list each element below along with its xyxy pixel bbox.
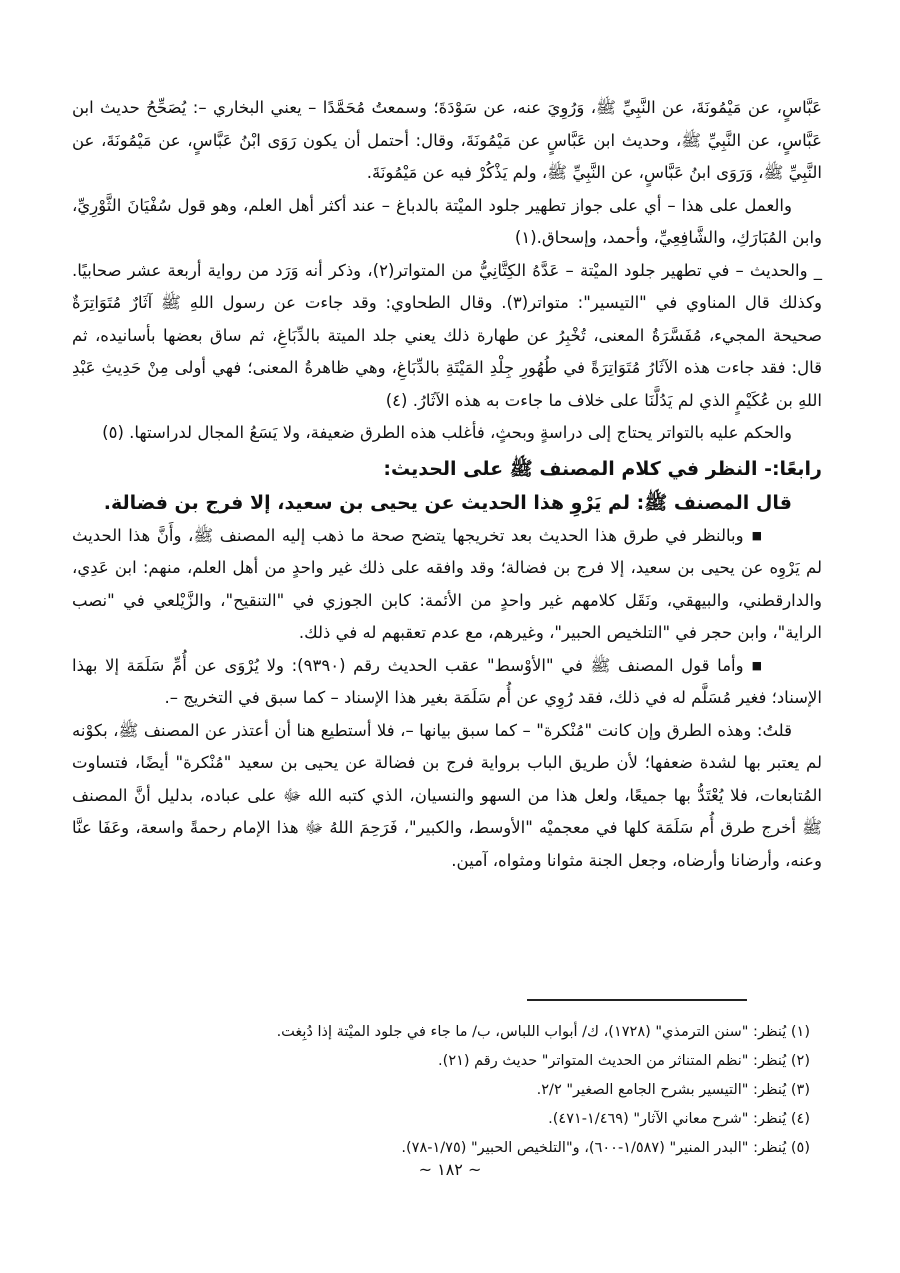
bullet-icon: ■ <box>751 658 762 672</box>
footnotes <box>100 1018 810 1163</box>
paragraph-4: والحكم عليه بالتواتر يحتاج إلى دراسةٍ وبحثٍ، فأغلب هذه الطرق ضعيفة، ولا يَسَعُ المجال لدراستها. (٥) <box>102 423 792 442</box>
page-number: ~ ١٨٢ ~ <box>418 1160 482 1179</box>
paragraph-2: والعمل على هذا – أي على جواز تطهير جلود الميْتة بالدباغ – عند أكثر أهل العلم، وهو قول سُفْيَانَ الثَّوْرِيِّ، وابن المُبَارَكِ، والشَّافِعِيِّ، وأحمد، وإسحاق.(١) <box>72 195 822 247</box>
section-title: رابعًا:- النظر في كلام المصنف ﷺ على الحديث: <box>383 457 822 480</box>
author-quote: قال المصنف ﷺ: لم يَرْوِ هذا الحديث عن يحيى بن سعيد، إلا فرج بن فضالة. <box>103 491 792 514</box>
paragraph-6 <box>72 650 822 715</box>
paragraph-1: عَبَّاسٍ، عن مَيْمُونَةَ، عن النَّبِيِّ ﷺ، وَرُوِيَ عنه، عن سَوْدَةَ؛ وسمعتُ مُحَمَّدًا – يعني البخاري –: يُصَحِّحُ حديث ابن عَبَّاسٍ، عن النَّبِيِّ ﷺ، وحديث ابن عَبَّاسٍ عن مَيْمُونَةَ، وقال: أحتمل أن يكون رَوَى ابْنُ عَبَّاسٍ، عن مَيْمُونَةَ، عن النَّبِيِّ ﷺ، وَرَوَى ابنُ عَبَّاسٍ، عن النَّبِيِّ ﷺ، ولم يَذْكُرْ فيه عن مَيْمُونَةَ. <box>72 98 822 182</box>
bullet-icon: ■ <box>751 528 762 542</box>
paragraph-3: _ والحديث – في تطهير جلود الميْتة – عَدَّهُ الكِتَّانِيُّ من المتواتر(٢)، وذكر أنه وَرَد من رواية أربعة عشر صحابيًا. وكذلك قال المناوي في "التيسير": متواتر(٣). وقال الطحاوي: وقد جاءت عن رسول اللهِ ﷺ آثَارٌ مُتَوَاتِرَةٌ صحيحة المجيء، مُفَسَّرَةُ المعنى، تُخْبِرُ عن طهارة ذلك يعني جلد الميتة بالدِّبَاغِ، ثم ساق بعضها بأسانيده، ثم قال: فقد جاءت هذه الآثَارُ مُتَوَاتِرَةً في طُهُورِ جِلْدِ المَيْتَةِ بالدِّبَاغِ، وهي ظاهرةُ المعنى؛ فهي أولى مِنْ حَدِيثِ عَبْدِ اللهِ بن عُكَيْمٍ الذي لم يَدُلَّنَا على خلاف ما جاءت به هذه الآثَارُ. (٤) <box>72 260 823 410</box>
paragraph-5 <box>72 520 822 650</box>
footnote-3: (٣) يُنظر: "التيسير بشرح الجامع الصغير" ٢/٢. <box>536 1082 810 1098</box>
main-text <box>72 92 822 877</box>
paragraph-7: قلتُ: وهذه الطرق وإن كانت "مُنْكرة" – كما سبق بيانها –، فلا أستطيع هنا أن أعتذر عن المصنف ﷺ، بكوْنه لم يعتبر بها لشدة ضعفها؛ لأن طريق الباب برواية فرج بن فضالة عن يحيى بن سعيد "مُنْكرة" أيضًا، فتساوت المُتابعات، فلا يُعْتَدُّ بها جميعًا، ولعل هذا من السهو والنسيان، الذي كتبه الله ﷻ على عباده، بدليل أنَّ المصنف ﷺ أخرج طرق أُم سَلَمَة كلها في معجميْه "الأوسط، والكبير"، فَرَحِمَ اللهُ ﷻ هذا الإمام رحمةً واسعة، وعَفَا عنَّا وعنه، وأرضانا وأرضاه، وجعل الجنة مثوانا ومثواه، آمين. <box>72 720 822 870</box>
paragraph-6-text: وأما قول المصنف ﷺ في "الأوْسط" عقب الحديث رقم (٩٣٩٠): ولا يُرْوَى عن أُمِّ سَلَمَة إلا بهذا الإسناد؛ فغير مُسَلَّم له في ذلك، فقد رُوِي عن أُم سَلَمَة بغير هذا الإسناد – كما سبق في التخريج –. <box>72 655 822 707</box>
footnote-1: (١) يُنظر: "سنن الترمذي" (١٧٢٨)، ك/ أبواب اللباس، ب/ ما جاء في جلود الميْتة إذا دُبِغت. <box>276 1024 810 1040</box>
footnote-5: (٥) يُنظر: "البدر المنير" (١/٥٨٧-٦٠٠)، و"التلخيص الحبير" (١/٧٥-٧٨). <box>401 1140 810 1156</box>
footnote-2: (٢) يُنظر: "نظم المتناثر من الحديث المتواتر" حديث رقم (٢١). <box>438 1053 810 1069</box>
footnote-4: (٤) يُنظر: "شرح معاني الآثار" (١/٤٦٩-٤٧١). <box>548 1111 810 1127</box>
footnote-divider <box>527 999 747 1001</box>
paragraph-5-text: وبالنظر في طرق هذا الحديث بعد تخريجها يتضح صحة ما ذهب إليه المصنف ﷺ، وأَنَّ هذا الحديث لم يَرْوِه عن يحيى بن سعيد، إلا فرج بن فضالة؛ وقد وافقه على ذلك غير واحدٍ من أهل العلم، منهم: ابن عَدِي، والدارقطني، والبيهقي، ونَقَل كلامهم غير واحدٍ من الأئمة: كابن الجوزي في "التنقيح"، والزَّيْلعي في "نصب الراية"، وابن حجر في "التلخيص الحبير"، وغيرهم، مع عدم تعقبهم له في ذلك. <box>72 525 822 642</box>
